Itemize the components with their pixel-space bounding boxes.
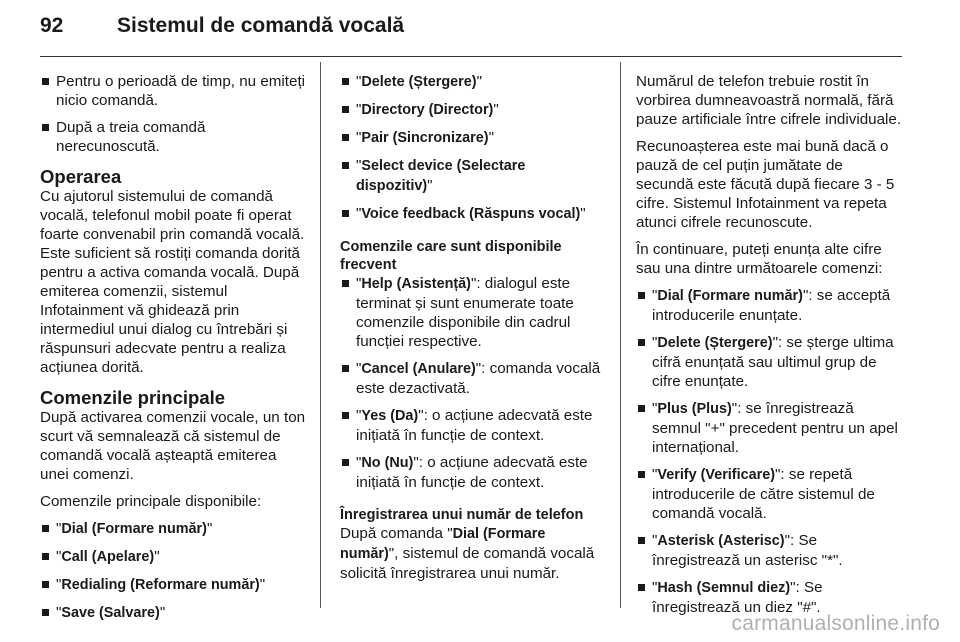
command-name: Dial (Formare număr) — [657, 288, 803, 304]
list-item: "Directory (Director)" — [340, 100, 604, 120]
column-middle — [340, 72, 604, 591]
list-item: "Verify (Verificare)": se repetă introducerile de către sistemul de comandă vocală. — [636, 465, 904, 523]
command-description: : dialogul este terminat și sunt enumerate toate comenzile disponibile din cadrul funcției respective. — [356, 275, 574, 350]
list-item: "Hash (Semnul diez)": Se înregistrează un diez "#". — [636, 578, 904, 617]
command-description: : se șterge ultima cifră enunțată sau ultimul grup de cifre enunțate. — [652, 334, 894, 390]
command-name: Select device (Selectare dispozitiv) — [356, 158, 526, 194]
header-divider — [40, 56, 902, 57]
command-description: : o acțiune adecvată este inițiată în funcție de context. — [356, 454, 588, 491]
section-heading-main-commands: Comenzile principale — [40, 387, 226, 408]
main-commands-list — [40, 519, 308, 623]
command-name: Yes (Da) — [361, 408, 419, 424]
list-item: "Call (Apelare)" — [40, 547, 308, 567]
list-item: "Select device (Selectare dispozitiv)" — [340, 156, 604, 196]
list-item: "Help (Asistență)": dialogul este terminat și sunt enumerate toate comenzile disponibile din cadrul funcției respective. — [340, 274, 604, 351]
command-description: : se repetă introducerile de către sistemul de comandă vocală. — [652, 466, 875, 522]
column-divider-2 — [620, 62, 621, 608]
record-number-paragraph — [340, 524, 604, 583]
command-name: Plus (Plus) — [657, 401, 732, 417]
list-item: Pentru o perioadă de timp, nu emiteți nicio comandă. — [40, 72, 308, 110]
list-item: "Yes (Da)": o acțiune adecvată este inițiată în funcție de context. — [340, 406, 604, 445]
record-post-text: ", sistemul de comandă vocală solicită înregistrarea unui număr. — [340, 545, 595, 582]
page-number: 92 — [40, 14, 64, 37]
operarea-paragraph: Cu ajutorul sistemului de comandă vocală, telefonul mobil poate fi operat foarte convenabil prin comandă vocală. Este suficient să rostiți comanda dorită pentru a activa comanda vocală. După emiterea comenzii, sistemul Infotainment vă ghidează prin intermediul unui dialog cu întrebări și răspunsuri adecvate pentru a realiza acțiunea dorită. — [40, 188, 305, 376]
command-name: Dial (Formare număr) — [340, 526, 546, 562]
list-item: "Dial (Formare număr)": se acceptă introducerile enunțate. — [636, 286, 904, 325]
command-name: Hash (Semnul diez) — [657, 580, 791, 596]
subheading-record-number: Înregistrarea unui număr de telefon — [340, 507, 584, 523]
frequent-commands-list — [340, 274, 604, 492]
more-commands-list — [340, 72, 604, 224]
command-name: Help (Asistență) — [361, 276, 471, 292]
command-name: Voice feedback (Răspuns vocal) — [361, 206, 581, 222]
list-item: "Dial (Formare număr)" — [40, 519, 308, 539]
subheading-frequent-commands: Comenzile care sunt disponibile frecvent — [340, 239, 562, 273]
command-name: Cancel (Anulare) — [361, 361, 476, 377]
command-description: : se acceptă introducerile enunțate. — [652, 287, 891, 324]
command-name: Dial (Formare număr) — [61, 521, 207, 537]
command-name: Call (Apelare) — [61, 549, 155, 565]
paragraph-continue: În continuare, puteți enunța alte cifre sau una dintre următoarele comenzi: — [636, 241, 883, 277]
record-pre-text: După comanda " — [340, 525, 453, 542]
command-description: : Se înregistrează un diez "#". — [652, 579, 823, 616]
watermark: carmanualsonline.info — [731, 612, 940, 635]
command-name: No (Nu) — [361, 455, 414, 471]
paragraph-digits: Numărul de telefon trebuie rostit în vorbirea dumneavoastră normală, fără pauze artificiale între cifrele individuale. — [636, 73, 902, 128]
intro-list — [40, 72, 308, 156]
command-description: : comanda vocală este dezactivată. — [356, 360, 601, 397]
list-item: "Voice feedback (Răspuns vocal)" — [340, 204, 604, 224]
main-commands-paragraph: După activarea comenzii vocale, un ton scurt vă semnalează că sistemul de comandă vocală așteaptă emiterea unei comenzi. — [40, 409, 306, 483]
command-description: : Se înregistrează un asterisc "*". — [652, 532, 843, 569]
paragraph-recognition: Recunoașterea este mai bună dacă o pauză de cel puțin jumătate de secundă este făcută după fiecare 3 - 5 cifre. Sistemul Infotainment va repeta atunci cifrele recunoscute. — [636, 138, 895, 231]
column-divider-1 — [320, 62, 321, 608]
list-item: "Save (Salvare)" — [40, 603, 308, 623]
command-name: Asterisk (Asterisc) — [657, 533, 785, 549]
list-item: "No (Nu)": o acțiune adecvată este inițiată în funcție de context. — [340, 453, 604, 492]
list-item: "Asterisk (Asterisc)": Se înregistrează un asterisc "*". — [636, 531, 904, 570]
column-left — [40, 72, 308, 631]
command-description: : o acțiune adecvată este inițiată în funcție de context. — [356, 407, 593, 444]
command-description: : se înregistrează semnul "+" precedent pentru un apel internațional. — [652, 400, 898, 456]
command-name: Verify (Verificare) — [657, 467, 775, 483]
list-item: "Redialing (Reformare număr)" — [40, 575, 308, 595]
list-item: După a treia comandă nerecunoscută. — [40, 118, 308, 156]
list-item: "Pair (Sincronizare)" — [340, 128, 604, 148]
list-item: "Cancel (Anulare)": comanda vocală este dezactivată. — [340, 359, 604, 398]
list-item: "Delete (Ștergere)": se șterge ultima cifră enunțată sau ultimul grup de cifre enunțate. — [636, 333, 904, 391]
list-item: "Delete (Ștergere)" — [340, 72, 604, 92]
command-name: Pair (Sincronizare) — [361, 130, 489, 146]
number-commands-list — [636, 286, 904, 617]
command-name: Delete (Ștergere) — [361, 74, 477, 90]
page-title: Sistemul de comandă vocală — [117, 14, 405, 37]
column-right — [636, 72, 904, 625]
command-name: Delete (Ștergere) — [657, 335, 773, 351]
command-name: Redialing (Reformare număr) — [61, 577, 260, 593]
list-item: "Plus (Plus)": se înregistrează semnul "+" precedent pentru un apel internațional. — [636, 399, 904, 457]
section-heading-operarea: Operarea — [40, 166, 122, 187]
command-name: Save (Salvare) — [61, 605, 160, 621]
command-name: Directory (Director) — [361, 102, 494, 118]
available-commands-label: Comenzile principale disponibile: — [40, 493, 262, 510]
